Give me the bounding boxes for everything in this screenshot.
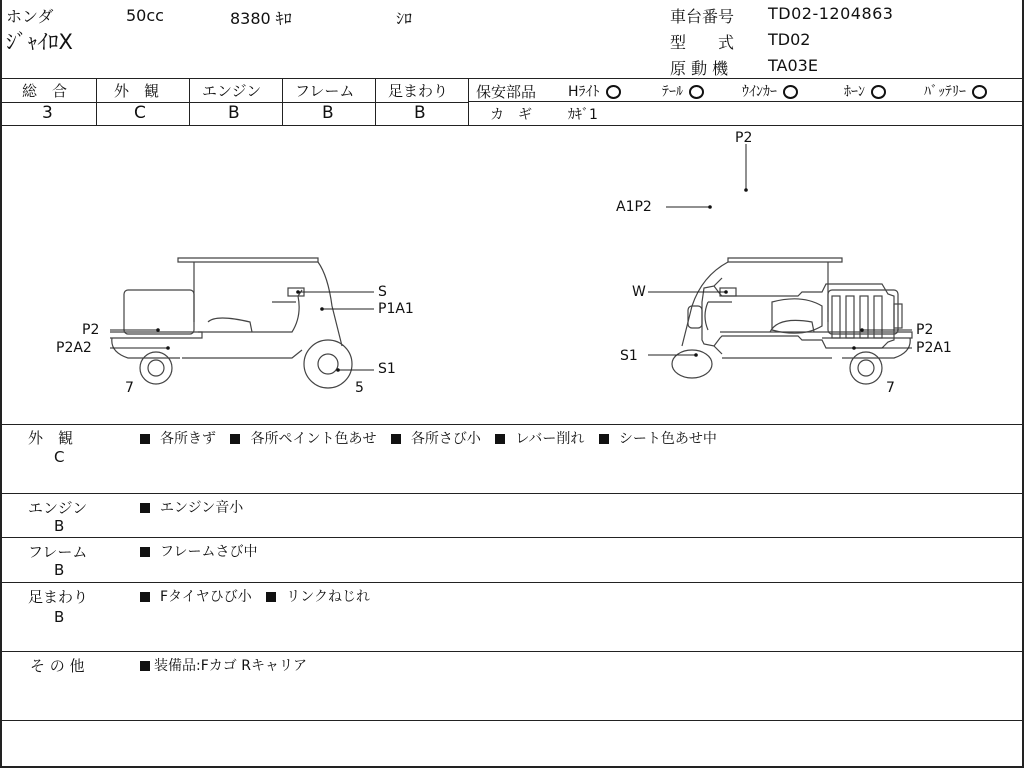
frame-no: TD02-1204863	[768, 4, 894, 23]
ok-circle-icon	[783, 85, 798, 99]
divider	[2, 720, 1022, 721]
engine-grade-label: エンジン	[202, 82, 262, 100]
damage-diagram	[2, 126, 1022, 426]
key-label: カ ギ	[490, 107, 532, 123]
safety-battery: ﾊﾞｯﾃﾘｰ	[924, 81, 987, 101]
divider	[282, 78, 283, 125]
remark-items-other: 装備品:Fカゴ Rキャリア	[140, 655, 317, 675]
bullet-square-icon	[266, 592, 276, 602]
engine-label: 原 動 機	[670, 59, 729, 78]
divider	[2, 493, 1022, 494]
divider	[468, 101, 1022, 102]
diagram-label: 7	[125, 380, 134, 396]
key-value: ｶｷﾞ1	[568, 107, 598, 123]
ok-circle-icon	[689, 85, 704, 99]
remark-items-exterior: 各所きず 各所ペイント色あせ 各所さび小 レバー削れ シート色あせ中	[140, 428, 727, 448]
bullet-square-icon	[495, 434, 505, 444]
exterior-label: 外 観	[114, 82, 160, 100]
maker: ホンダ	[6, 7, 54, 26]
divider	[96, 78, 97, 125]
diagram-label: W	[632, 284, 646, 300]
divider	[2, 78, 1022, 79]
frame-grade-label: フレーム	[295, 82, 355, 100]
bullet-square-icon	[140, 661, 150, 671]
left-side-view-drawing	[110, 258, 352, 388]
remark-items-suspension: Fタイヤひび小 リンクねじれ	[140, 586, 380, 606]
safety-label: 保安部品	[476, 83, 537, 101]
safety-headlight: Hﾗｲﾄ	[568, 81, 621, 101]
type-value: TD02	[768, 30, 811, 49]
bullet-square-icon	[230, 434, 240, 444]
divider	[189, 78, 190, 125]
diagram-label: P1A1	[378, 301, 414, 317]
total-grade: 3	[42, 103, 53, 123]
divider	[2, 651, 1022, 652]
type-label: 型 式	[670, 33, 735, 52]
engine-grade: B	[228, 103, 240, 123]
bullet-square-icon	[140, 547, 150, 557]
diagram-label: P2	[735, 130, 753, 146]
remark-label-engine: エンジン	[28, 499, 88, 517]
total-label: 総 合	[22, 82, 68, 100]
divider	[2, 582, 1022, 583]
remark-grade-frame: B	[54, 561, 65, 579]
color: ｼﾛ	[396, 9, 413, 28]
bullet-square-icon	[391, 434, 401, 444]
exterior-grade: C	[134, 103, 146, 123]
ok-circle-icon	[972, 85, 987, 99]
remark-label-other: そ の 他	[30, 657, 85, 675]
diagram-label: P2A1	[916, 340, 952, 356]
engine-value: TA03E	[768, 56, 818, 75]
right-side-view-drawing	[672, 258, 912, 384]
diagram-label: 5	[355, 380, 364, 396]
remark-items-frame: フレームさび中	[140, 541, 267, 561]
remark-label-suspension: 足まわり	[28, 588, 89, 606]
divider	[2, 537, 1022, 538]
remark-grade-suspension: B	[54, 608, 65, 626]
remark-label-exterior: 外 観	[28, 429, 74, 447]
safety-tail: ﾃｰﾙ	[662, 81, 704, 101]
suspension-grade: B	[414, 103, 426, 123]
safety-winker: ｳｲﾝｶｰ	[742, 81, 798, 101]
remark-label-frame: フレーム	[28, 543, 88, 561]
bullet-square-icon	[140, 503, 150, 513]
remark-grade-engine: B	[54, 517, 65, 535]
diagram-label: P2	[82, 322, 100, 338]
remark-grade-exterior: C	[54, 448, 65, 466]
divider	[2, 424, 1022, 425]
bullet-square-icon	[140, 434, 150, 444]
diagram-label: S1	[378, 361, 396, 377]
diagram-label: S	[378, 284, 387, 300]
mileage: 8380 ｷﾛ	[230, 9, 292, 28]
ok-circle-icon	[606, 85, 621, 99]
suspension-grade-label: 足まわり	[388, 82, 449, 100]
diagram-label: 7	[886, 380, 895, 396]
ok-circle-icon	[871, 85, 886, 99]
diagram-label: P2	[916, 322, 934, 338]
divider	[375, 78, 376, 125]
bullet-square-icon	[140, 592, 150, 602]
frame-grade: B	[322, 103, 334, 123]
remark-items-engine: エンジン音小	[140, 497, 253, 517]
diagram-label: P2A2	[56, 340, 92, 356]
diagram-label: A1P2	[616, 199, 652, 215]
model-name: ｼﾞｬｲﾛX	[6, 30, 73, 54]
displacement: 50cc	[126, 6, 164, 25]
bullet-square-icon	[599, 434, 609, 444]
safety-horn: ﾎｰﾝ	[844, 81, 886, 101]
diagram-label: S1	[620, 348, 638, 364]
frame-no-label: 車台番号	[670, 7, 735, 26]
